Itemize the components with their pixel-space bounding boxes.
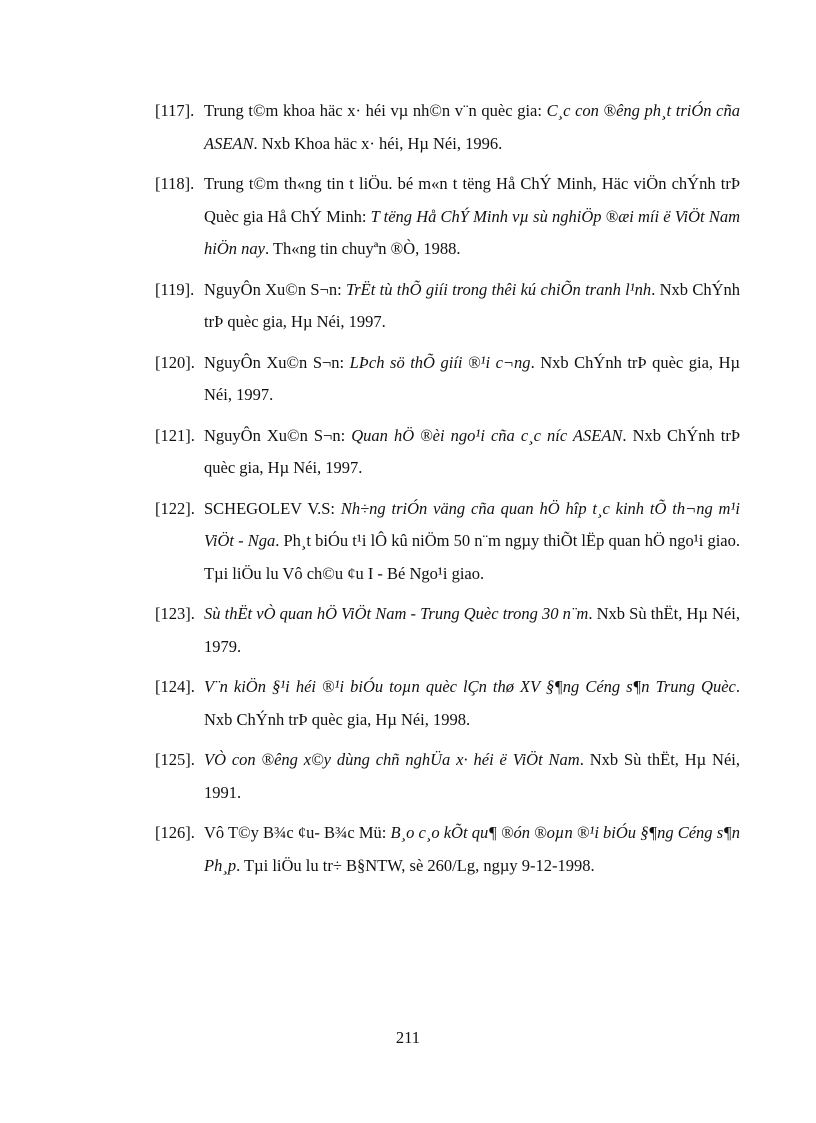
reference-text: NguyÔn Xu©n S¬n: — [204, 279, 346, 299]
reference-title: T tëng Hå ChÝ Minh vµ sù nghiÖp ®æi míi ë ViÖt Nam hiÖn nay — [204, 206, 740, 258]
reference-number: [121]. — [155, 425, 195, 445]
reference-text: . Nxb Sù thËt, Hµ Néi, 1991. — [204, 750, 741, 802]
reference-entry — [155, 168, 740, 266]
reference-number: [118]. — [155, 174, 195, 193]
reference-text: . Nxb ChÝnh trÞ quèc gia, Hµ Néi, 1997. — [204, 425, 740, 477]
reference-entry — [155, 817, 740, 882]
reference-text: . Tµi liÖu lu tr÷ B§NTW, sè 260/Lg, ngµy 9-12-1998. — [236, 855, 595, 875]
reference-text: . Nxb ChÝnh trÞ quèc gia, Hµ Néi, 1998. — [204, 677, 740, 729]
reference-number: [123]. — [155, 604, 195, 623]
reference-text: Trung t©m khoa häc x· héi vµ nh©n v¨n quèc gia: — [204, 101, 547, 120]
reference-text: . Nxb ChÝnh trÞ quèc gia, Hµ Néi, 1997. — [204, 352, 741, 404]
reference-number: [117]. — [155, 101, 195, 120]
reference-entry — [155, 347, 740, 412]
reference-title: C¸c con ®êng ph¸t triÓn cña ASEAN — [204, 101, 741, 153]
reference-entry — [155, 274, 740, 339]
reference-text: . Th«ng tin chuyªn ®Ò, 1988. — [264, 239, 461, 258]
reference-number: [120]. — [155, 352, 195, 372]
reference-title: Nh÷ng triÓn väng cña quan hÖ hîp t¸c kinh tÕ th¬ng m¹i ViÖt - Nga — [204, 498, 740, 550]
reference-entry — [155, 598, 740, 663]
reference-title: VÒ con ®êng x©y dùng chñ nghÜa x· héi ë ViÖt Nam — [204, 750, 580, 769]
reference-text: NguyÔn Xu©n S¬n: — [204, 352, 350, 372]
reference-title: LÞch sö thÕ giíi ®¹i c¬ng — [349, 352, 531, 372]
reference-number: [122]. — [155, 498, 195, 518]
reference-entry — [155, 95, 740, 160]
reference-text: . Nxb Sù thËt, Hµ Néi, 1979. — [204, 604, 740, 656]
page-number: 211 — [395, 1028, 421, 1047]
reference-number: [124]. — [155, 677, 195, 696]
reference-entry — [155, 744, 740, 809]
reference-text: Trung t©m th«ng tin t liÖu. bé m«n t tëng Hå ChÝ Minh, Häc viÖn chÝnh trÞ Quèc gia Hå ChÝ Minh: — [204, 174, 740, 226]
reference-entry — [155, 493, 740, 591]
reference-text: . Ph¸t biÓu t¹i lÔ kû niÖm 50 n¨m ngµy thiÕt lËp quan hÖ ngo¹i giao. Tµi liÖu lu Vô ch©u ¢u I - Bé Ngo¹i giao. — [204, 531, 740, 583]
reference-text: . Nxb Khoa häc x· héi, Hµ Néi, 1996. — [253, 133, 503, 153]
reference-title: Sù thËt vÒ quan hÖ ViÖt Nam - Trung Quèc trong 30 n¨m — [204, 604, 589, 623]
reference-title: Quan hÖ ®èi ngo¹i cña c¸c níc ASEAN — [351, 425, 623, 445]
reference-entry — [155, 420, 740, 485]
reference-title: TrËt tù thÕ giíi trong thêi kú chiÕn tranh l¹nh — [346, 279, 652, 299]
reference-entry — [155, 671, 740, 736]
reference-text: Vô T©y B¾c ¢u- B¾c Mü: — [204, 823, 391, 842]
reference-text: . Nxb ChÝnh trÞ quèc gia, Hµ Néi, 1997. — [204, 279, 740, 331]
reference-text: SCHEGOLEV V.S: — [204, 498, 341, 518]
reference-number: [125]. — [155, 750, 195, 769]
reference-number: [126]. — [155, 823, 195, 842]
reference-list — [155, 95, 740, 890]
reference-text: NguyÔn Xu©n S¬n: — [204, 425, 352, 445]
reference-number: [119]. — [155, 279, 195, 299]
reference-title: V¨n kiÖn §¹i héi ®¹i biÓu toµn quèc lÇn thø XV §¶ng Céng s¶n Trung Quèc — [204, 677, 736, 696]
reference-title: B¸o c¸o kÕt qu¶ ®ón ®oµn ®¹i biÓu §¶ng Céng s¶n Ph¸p — [204, 823, 741, 875]
